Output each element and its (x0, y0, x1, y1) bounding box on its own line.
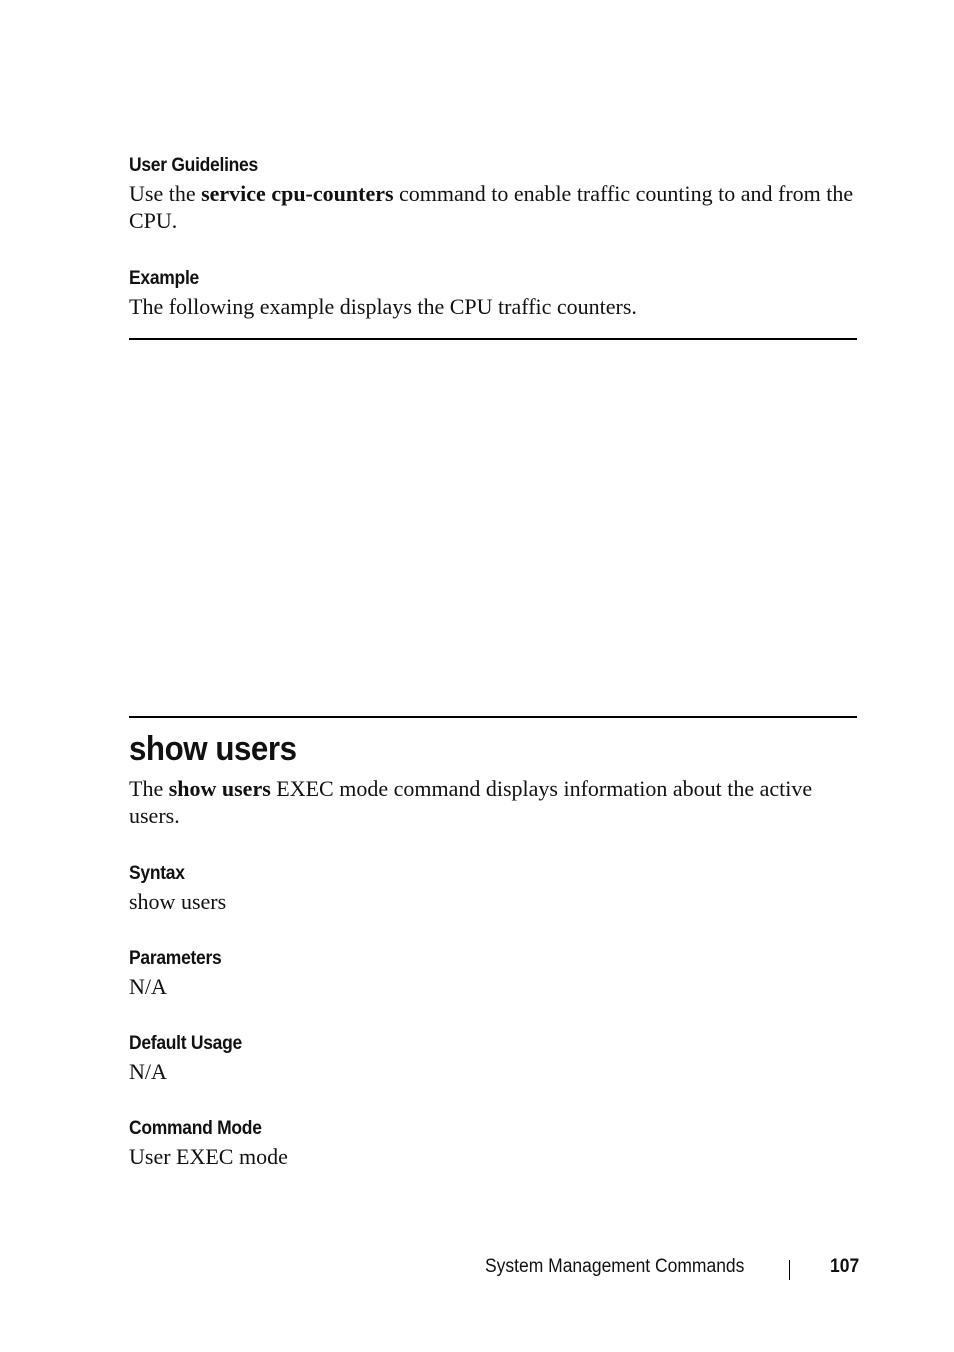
parameters-value: N/A (129, 974, 167, 999)
example-heading: Example (129, 268, 199, 289)
intro-after: EXEC mode command displays information about the active users. (129, 776, 813, 828)
example-box-top-rule (129, 338, 857, 340)
example-text: The following example displays the CPU traffic counters. (129, 294, 637, 319)
page-title: show users (129, 730, 297, 768)
user-guidelines-heading: User Guidelines (129, 155, 258, 176)
command-mode-value: User EXEC mode (129, 1144, 288, 1169)
syntax-value: show users (129, 889, 227, 914)
default-usage-heading: Default Usage (129, 1033, 242, 1054)
user-guidelines-text (129, 180, 857, 234)
intro-before: The (129, 776, 169, 801)
command-mode-heading: Command Mode (129, 1118, 262, 1139)
user-guidelines-command: service cpu-counters (201, 181, 394, 206)
page-number: 107 (830, 1256, 860, 1277)
user-guidelines-text-after: command to enable traffic counting to and from the CPU. (129, 181, 854, 233)
show-users-intro (129, 775, 857, 829)
intro-command: show users (168, 776, 271, 801)
syntax-heading: Syntax (129, 863, 185, 884)
user-guidelines-text-before: Use the (129, 181, 202, 206)
section-divider-rule (129, 716, 857, 718)
parameters-heading: Parameters (129, 948, 222, 969)
footer-separator (789, 1260, 790, 1280)
footer-section-title: System Management Commands (485, 1256, 745, 1277)
default-usage-value: N/A (129, 1059, 167, 1084)
